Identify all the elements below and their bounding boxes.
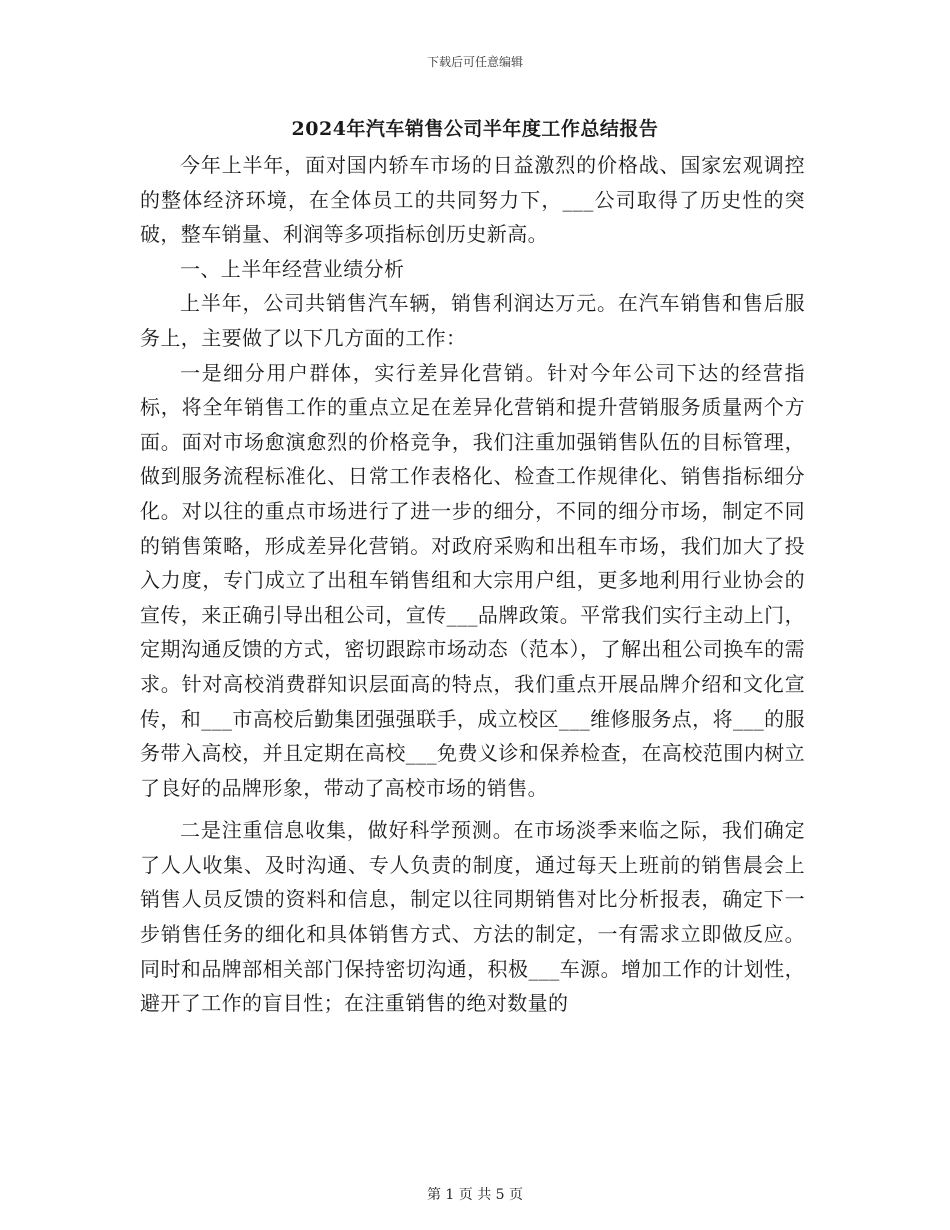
paragraph-intro: 今年上半年，面对国内轿车市场的日益激烈的价格战、国家宏观调控的整体经济环境，在全体员工的共同努力下，___公司取得了历史性的突破，整车销量、利润等多项指标创历史新高。 bbox=[140, 153, 805, 247]
paragraph-point-2: 二是注重信息收集，做好科学预测。在市场淡季来临之际，我们确定了人人收集、及时沟通、专人负责的制度，通过每天上班前的销售晨会上销售人员反馈的资料和信息，制定以往同期销售对比分析报表，确定下一步销售任务的细化和具体销售方式、方法的制定，一有需求立即做反应。同时和品牌部相关部门保持密切沟通，积极___车源。增加工作的计划性，避开了工作的盲目性；在注重销售的绝对数量的 bbox=[140, 818, 805, 1016]
document-title: 2024年汽车销售公司半年度工作总结报告 bbox=[291, 118, 659, 140]
section-heading-1: 一、上半年经营业绩分析 bbox=[180, 256, 405, 281]
page-footer: 第 1 页 共 5 页 bbox=[426, 1187, 524, 1203]
paragraph-summary: 上半年，公司共销售汽车辆，销售利润达万元。在汽车销售和售后服务上，主要做了以下几方面的工作： bbox=[140, 291, 805, 350]
paragraph-point-1: 一是细分用户群体，实行差异化营销。针对今年公司下达的经营指标，将全年销售工作的重点立足在差异化营销和提升营销服务质量两个方面。面对市场愈演愈烈的价格竞争，我们注重加强销售队伍的目标管理，做到服务流程标准化、日常工作表格化、检查工作规律化、销售指标细分化。对以往的重点市场进行了进一步的细分，不同的细分市场，制定不同的销售策略，形成差异化营销。对政府采购和出租车市场，我们加大了投入力度，专门成立了出租车销售组和大宗用户组，更多地利用行业协会的宣传，来正确引导出租公司，宣传___品牌政策。平常我们实行主动上门，定期沟通反馈的方式，密切跟踪市场动态（范本），了解出租公司换车的需求。针对高校消费群知识层面高的特点，我们重点开展品牌介绍和文化宣传，和___市高校后勤集团强强联手，成立校区___维修服务点，将___的服务带入高校，并且定期在高校___免费义诊和保养检查，在高校范围内树立了良好的品牌形象，带动了高校市场的销售。 bbox=[140, 360, 805, 800]
document-body bbox=[140, 148, 805, 1021]
header-note: 下载后可任意编辑 bbox=[426, 55, 523, 69]
